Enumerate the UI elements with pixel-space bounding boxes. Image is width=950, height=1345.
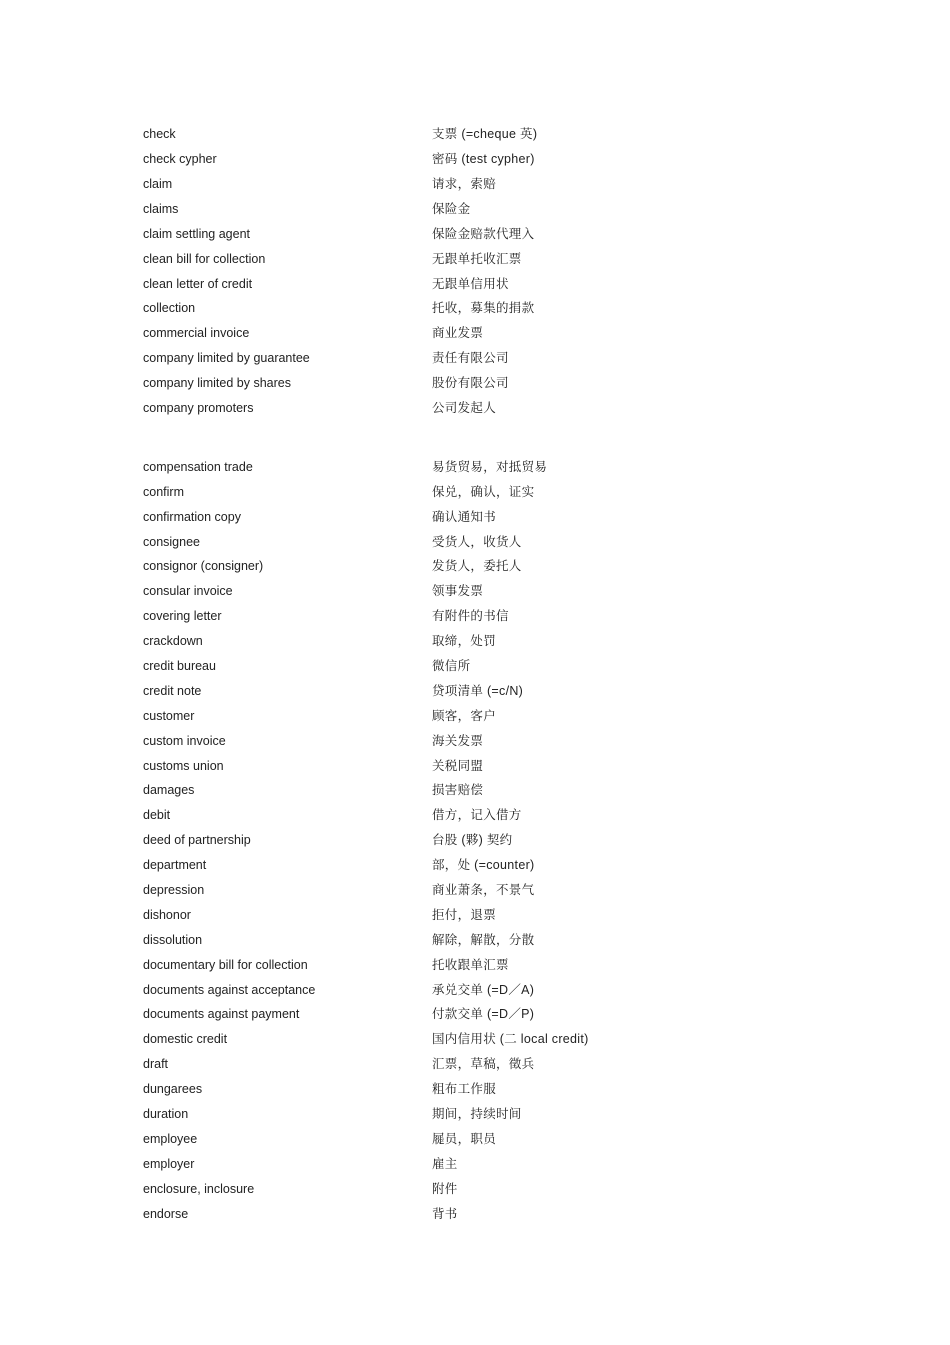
glossary-definition: 承兑交单 (=D／A) (432, 982, 535, 997)
glossary-definition: 领事发票 (432, 584, 484, 599)
glossary-definition: 股份有限公司 (432, 376, 509, 391)
glossary-definition: 取缔，处罚 (432, 634, 497, 649)
glossary-row (143, 1052, 743, 1077)
glossary-row (143, 778, 743, 803)
glossary-term: check (143, 127, 176, 142)
glossary-term: dissolution (143, 932, 203, 947)
glossary-row (143, 903, 743, 928)
glossary-definition: 损害赔偿 (432, 783, 484, 798)
glossary-term: claim (143, 176, 173, 191)
glossary-row (143, 654, 743, 679)
glossary-definition: 有附件的书信 (432, 609, 509, 624)
glossary-row (143, 554, 743, 579)
glossary-row (143, 529, 743, 554)
glossary-term: customer (143, 708, 195, 723)
glossary-definition: 雇主 (432, 1156, 458, 1171)
glossary-definition: 借方，记入借方 (432, 808, 522, 823)
glossary-term: dungarees (143, 1082, 203, 1097)
glossary (143, 122, 743, 1226)
glossary-term: damages (143, 783, 195, 798)
glossary-term: check cypher (143, 152, 217, 167)
glossary-definition: 国内信用状 (二 local credit) (432, 1032, 589, 1047)
glossary-row (143, 753, 743, 778)
glossary-definition: 屣员，职员 (432, 1131, 497, 1146)
glossary-definition: 无跟单托收汇票 (432, 251, 522, 266)
glossary-row (143, 1102, 743, 1127)
glossary-term: confirmation copy (143, 509, 241, 524)
glossary-term: employee (143, 1131, 198, 1146)
glossary-row (143, 1201, 743, 1226)
glossary-term: company promoters (143, 400, 254, 415)
glossary-definition: 拒付，退票 (432, 907, 497, 922)
glossary-definition: 付款交单 (=D／P) (432, 1007, 535, 1022)
glossary-row (143, 321, 743, 346)
glossary-row (143, 679, 743, 704)
glossary-term: documentary bill for collection (143, 957, 308, 972)
glossary-row (143, 1127, 743, 1152)
glossary-definition: 解除，解散，分散 (432, 932, 535, 947)
glossary-term: confirm (143, 484, 184, 499)
glossary-term: endorse (143, 1206, 189, 1221)
glossary-term: credit note (143, 683, 202, 698)
glossary-definition: 托收，募集的捐款 (432, 301, 535, 316)
glossary-definition: 保险金 (432, 201, 471, 216)
glossary-section-1 (143, 122, 743, 421)
glossary-row (143, 1177, 743, 1202)
glossary-definition: 保兑，确认，证实 (432, 484, 535, 499)
glossary-definition: 支票 (=cheque 英) (432, 127, 538, 142)
glossary-row (143, 853, 743, 878)
glossary-row (143, 371, 743, 396)
glossary-row (143, 728, 743, 753)
glossary-row (143, 480, 743, 505)
glossary-definition: 保险金赔款代理入 (432, 226, 535, 241)
glossary-term: collection (143, 301, 196, 316)
glossary-row (143, 928, 743, 953)
glossary-term: depression (143, 883, 205, 898)
glossary-row (143, 122, 743, 147)
glossary-row (143, 579, 743, 604)
glossary-definition: 密码 (test cypher) (432, 152, 535, 167)
glossary-term: crackdown (143, 634, 203, 649)
glossary-row (143, 396, 743, 421)
glossary-term: consignee (143, 534, 200, 549)
glossary-definition: 关税同盟 (432, 758, 484, 773)
glossary-term: department (143, 858, 207, 873)
glossary-definition: 部，处 (=counter) (432, 858, 535, 873)
glossary-row (143, 704, 743, 729)
glossary-term: documents against payment (143, 1007, 300, 1022)
glossary-term: domestic credit (143, 1032, 228, 1047)
glossary-definition: 易货贸易，对抵贸易 (432, 459, 548, 474)
glossary-term: claims (143, 201, 179, 216)
glossary-row (143, 455, 743, 480)
glossary-definition: 背书 (432, 1206, 458, 1221)
glossary-term: enclosure, inclosure (143, 1181, 255, 1196)
glossary-row (143, 604, 743, 629)
glossary-row (143, 296, 743, 321)
glossary-term: compensation trade (143, 459, 253, 474)
glossary-term: draft (143, 1057, 169, 1072)
glossary-definition: 确认通知书 (432, 509, 497, 524)
glossary-definition: 顾客，客户 (432, 708, 497, 723)
glossary-term: commercial invoice (143, 326, 250, 341)
glossary-row (143, 222, 743, 247)
glossary-term: clean letter of credit (143, 276, 253, 291)
glossary-definition: 商业发票 (432, 326, 484, 341)
glossary-definition: 公司发起人 (432, 400, 497, 415)
glossary-definition: 微信所 (432, 659, 471, 673)
glossary-term: debit (143, 808, 171, 823)
glossary-definition: 贷项清单 (=c/N) (432, 683, 524, 698)
glossary-definition: 请求，索赔 (432, 176, 497, 191)
glossary-term: custom invoice (143, 733, 226, 748)
glossary-row (143, 271, 743, 296)
glossary-row (143, 828, 743, 853)
glossary-definition: 海关发票 (432, 733, 484, 748)
glossary-row (143, 147, 743, 172)
glossary-definition: 台股 (夥) 契约 (432, 833, 513, 848)
glossary-term: deed of partnership (143, 833, 251, 848)
glossary-row (143, 1027, 743, 1052)
glossary-term: employer (143, 1156, 195, 1171)
glossary-definition: 发货人，委托人 (432, 559, 522, 574)
glossary-definition: 期间，持续时间 (432, 1107, 522, 1122)
glossary-row (143, 1077, 743, 1102)
glossary-term: consignor (consigner) (143, 559, 264, 574)
glossary-term: clean bill for collection (143, 251, 266, 266)
glossary-definition: 责任有限公司 (432, 351, 509, 366)
glossary-row (143, 977, 743, 1002)
glossary-term: credit bureau (143, 659, 216, 673)
glossary-row (143, 803, 743, 828)
glossary-row (143, 878, 743, 903)
glossary-term: covering letter (143, 609, 222, 624)
glossary-row (143, 1002, 743, 1027)
glossary-term: company limited by shares (143, 376, 291, 391)
glossary-row (143, 629, 743, 654)
glossary-section-2 (143, 455, 743, 1227)
glossary-row (143, 504, 743, 529)
glossary-row (143, 953, 743, 978)
glossary-definition: 商业萧条，不景气 (432, 883, 535, 898)
glossary-row (143, 346, 743, 371)
glossary-definition: 粗布工作服 (432, 1082, 497, 1097)
glossary-row (143, 1152, 743, 1177)
glossary-term: duration (143, 1107, 189, 1122)
glossary-definition: 附件 (432, 1181, 458, 1196)
glossary-definition: 无跟单信用状 (432, 276, 509, 291)
glossary-definition: 托收跟单汇票 (432, 957, 509, 972)
glossary-term: claim settling agent (143, 226, 251, 241)
glossary-row (143, 197, 743, 222)
glossary-definition: 汇票，草稿，徵兵 (432, 1057, 535, 1072)
glossary-definition: 受货人，收货人 (432, 534, 522, 549)
glossary-term: documents against acceptance (143, 982, 316, 997)
glossary-term: consular invoice (143, 584, 233, 599)
glossary-row (143, 246, 743, 271)
glossary-term: customs union (143, 758, 224, 773)
glossary-term: company limited by guarantee (143, 351, 310, 366)
glossary-row (143, 172, 743, 197)
glossary-term: dishonor (143, 907, 191, 922)
